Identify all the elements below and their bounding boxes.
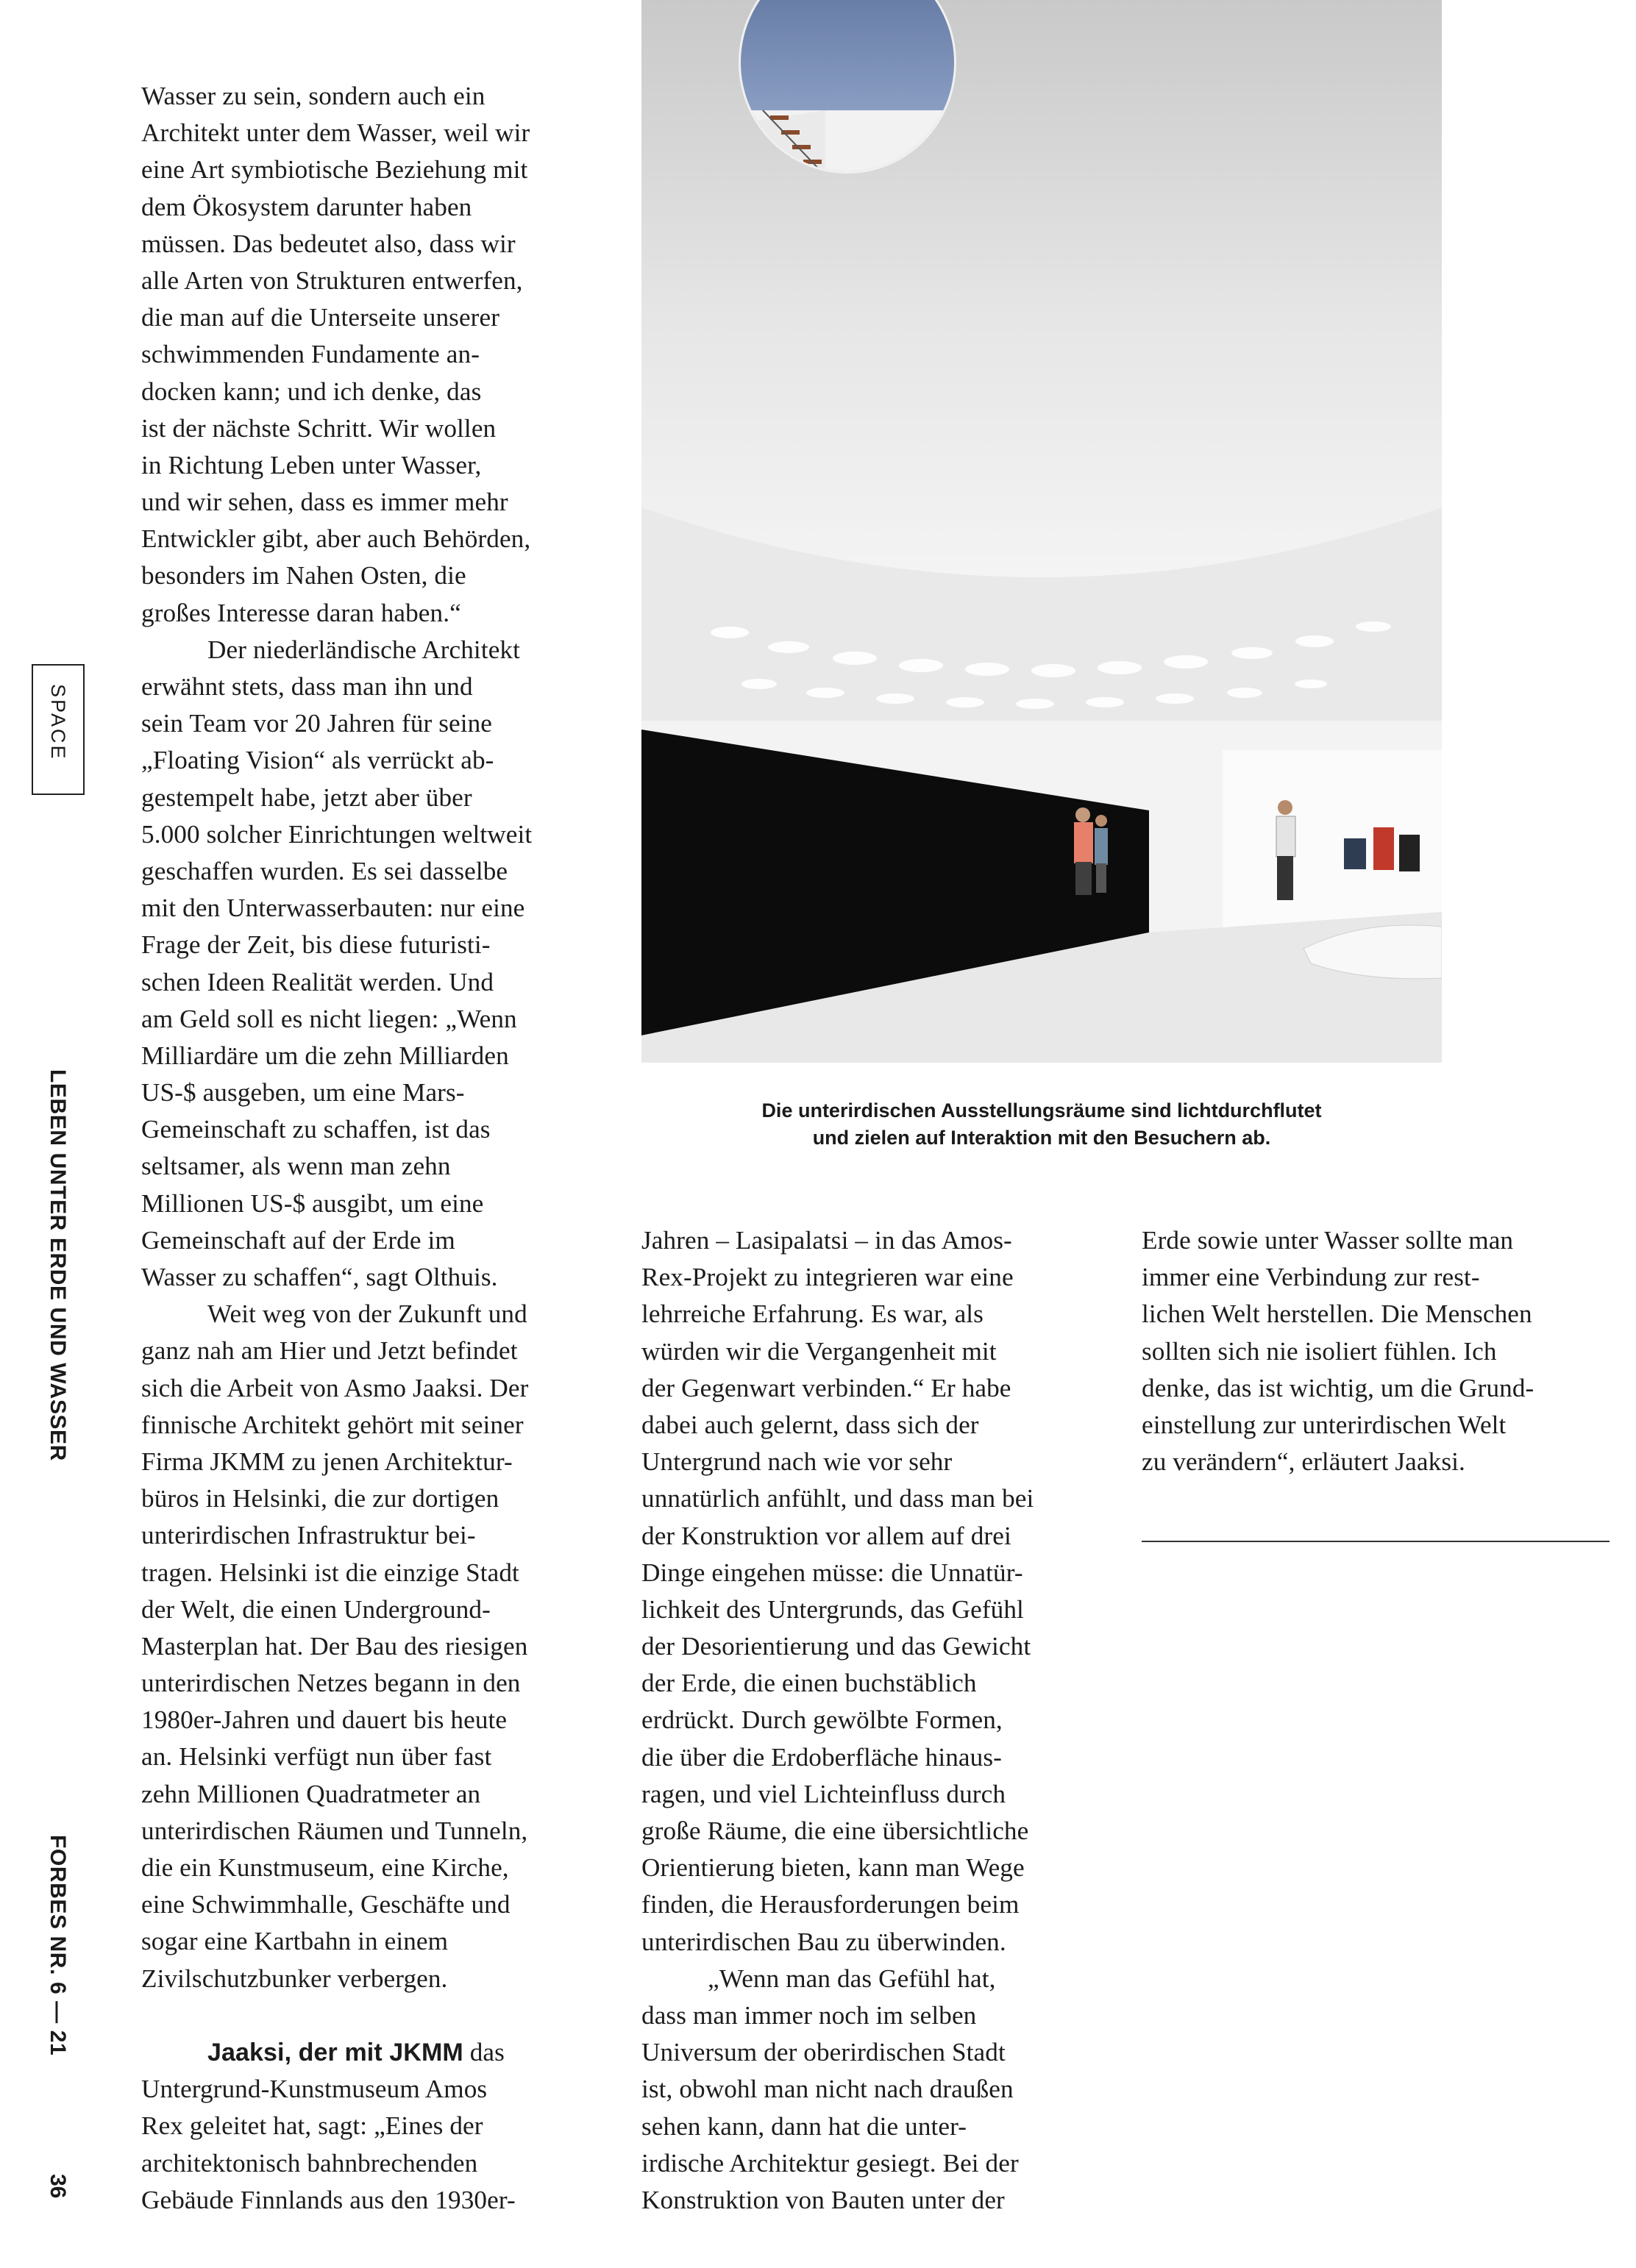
text-line: seltsamer, als wenn man zehn <box>141 1152 451 1181</box>
text-line: lehrreiche Erfahrung. Es war, als <box>641 1299 984 1329</box>
text-line: Erde sowie unter Wasser sollte man <box>1142 1226 1514 1255</box>
text-line: denke, das ist wichtig, um die Grund- <box>1142 1373 1534 1402</box>
text-line: Architekt unter dem Wasser, weil wir <box>141 118 530 148</box>
publication-issue: FORBES NR. 6 — 21 <box>46 1835 70 2056</box>
running-head: LEBEN UNTER ERDE UND WASSER <box>46 1069 70 1461</box>
text-line: Untergrund-Kunstmuseum Amos <box>141 2075 488 2104</box>
page-number: 36 <box>46 2174 70 2199</box>
text-line: Wasser zu schaffen“, sagt Olthuis. <box>141 1263 498 1291</box>
text-line: „Wenn man das Gefühl hat, <box>708 1964 996 1993</box>
text-line: schen Ideen Realität werden. Und <box>141 967 494 996</box>
text-line: der Erde, die einen buchstäblich <box>641 1669 977 1698</box>
article-column-3 <box>1142 1222 1534 1480</box>
text-line: ragen, und viel Lichteinfluss durch <box>641 1779 1006 1808</box>
text-line: tragen. Helsinki ist die einzige Stadt <box>141 1558 519 1587</box>
text-line: große Räume, die eine übersichtliche <box>641 1816 1029 1845</box>
lead-in-rest: das <box>463 2037 505 2066</box>
text-line: lichen Welt herstellen. Die Menschen <box>1142 1299 1532 1329</box>
photo-caption <box>641 1097 1442 1152</box>
text-line: 5.000 solcher Einrichtungen weltweit <box>141 819 533 849</box>
text-line: unnatürlich anfühlt, und dass man bei <box>641 1484 1034 1513</box>
lead-in-bold: Jaaksi, der mit JKMM <box>207 2038 463 2066</box>
text-line: immer eine Verbindung zur rest- <box>1142 1263 1480 1292</box>
text-line: Orientierung bieten, kann man Wege <box>641 1853 1025 1883</box>
text-line: Zivilschutzbunker verbergen. <box>141 1964 448 1993</box>
text-line: an. Helsinki verfügt nun über fast <box>141 1742 492 1772</box>
text-line: geschaffen wurden. Es sei dasselbe <box>141 856 508 885</box>
text-line: dabei auch gelernt, dass sich der <box>641 1410 979 1439</box>
text-line: erdrückt. Durch gewölbte Formen, <box>641 1705 1003 1735</box>
text-line: Jahren – Lasipalatsi – in das Amos- <box>641 1226 1012 1255</box>
text-line: „Floating Vision“ als verrückt ab- <box>141 746 494 775</box>
section-label: SPACE <box>47 684 69 761</box>
text-line: würden wir die Vergangenheit mit <box>641 1336 997 1366</box>
text-line: die über die Erdoberfläche hinaus- <box>641 1742 1002 1772</box>
museum-interior-image <box>641 0 1442 1063</box>
text-line: großes Interesse daran haben.“ <box>141 598 461 627</box>
text-line: lichkeit des Untergrunds, das Gefühl <box>641 1594 1024 1624</box>
text-line: am Geld soll es nicht liegen: „Wenn <box>141 1004 517 1033</box>
text-line: dass man immer noch im selben <box>641 2000 977 2030</box>
text-line: unterirdischen Räumen und Tunneln, <box>141 1816 528 1845</box>
text-line: sehen kann, dann hat die unter- <box>641 2111 967 2141</box>
text-line: architektonisch bahnbrechenden <box>141 2148 478 2178</box>
text-line: Konstruktion von Bauten unter der <box>641 2185 1005 2214</box>
text-line: unterirdischen Netzes begann in den <box>141 1669 521 1698</box>
text-line: finden, die Herausforderungen beim <box>641 1890 1020 1919</box>
text-line: Entwickler gibt, aber auch Behörden, <box>141 524 531 554</box>
text-line: 1980er-Jahren und dauert bis heute <box>141 1705 508 1735</box>
text-line: gestempelt habe, jetzt aber über <box>141 782 472 812</box>
text-line: Gemeinschaft zu schaffen, ist das <box>141 1115 491 1144</box>
text-line: Masterplan hat. Der Bau des riesigen <box>141 1631 528 1661</box>
text-line: sollten sich nie isoliert fühlen. Ich <box>1142 1336 1497 1366</box>
text-line: die ein Kunstmuseum, eine Kirche, <box>141 1853 509 1882</box>
text-line: Millionen US-$ ausgibt, um eine <box>141 1188 484 1218</box>
text-line: Untergrund nach wie vor sehr <box>641 1447 953 1477</box>
text-line: büros in Helsinki, die zur dortigen <box>141 1484 499 1513</box>
museum-photo <box>641 0 1442 1063</box>
text-line: sogar eine Kartbahn in einem <box>141 1927 449 1956</box>
lead-in-line <box>141 2034 532 2071</box>
text-line: dem Ökosystem darunter haben <box>141 192 472 221</box>
text-line: US-$ ausgeben, um eine Mars- <box>141 1078 465 1108</box>
text-line: docken kann; und ich denke, das <box>141 377 482 406</box>
article-column-2 <box>641 1222 1034 2219</box>
text-line: alle Arten von Strukturen entwerfen, <box>141 265 523 295</box>
article-end-rule <box>1142 1541 1610 1542</box>
text-line: besonders im Nahen Osten, die <box>141 561 466 591</box>
text-line: sein Team vor 20 Jahren für seine <box>141 709 493 738</box>
text-line: unterirdischen Infrastruktur bei- <box>141 1521 476 1550</box>
paragraph-gap <box>141 1997 532 2034</box>
caption-line: Die unterirdischen Ausstellungsräume sind lichtdurchflutet <box>761 1099 1322 1121</box>
text-line: der Desorientierung und das Gewicht <box>641 1632 1031 1661</box>
text-line: Gebäude Finnlands aus den 1930er- <box>141 2185 516 2214</box>
text-line: mit den Unterwasserbauten: nur eine <box>141 894 525 923</box>
text-line: unterirdischen Bau zu überwinden. <box>641 1927 1006 1956</box>
text-line: ganz nah am Hier und Jetzt befindet <box>141 1336 518 1366</box>
article-column-1 <box>141 78 532 2219</box>
text-line: finnische Architekt gehört mit seiner <box>141 1410 524 1439</box>
text-line: einstellung zur unterirdischen Welt <box>1142 1410 1507 1439</box>
text-line: zehn Millionen Quadratmeter an <box>141 1779 481 1808</box>
text-line: Frage der Zeit, bis diese futuristi- <box>141 930 491 960</box>
text-line: Firma JKMM zu jenen Architektur- <box>141 1447 513 1476</box>
text-line: Milliardäre um die zehn Milliarden <box>141 1041 509 1070</box>
text-line: Dinge eingehen müsse: die Unnatür- <box>641 1558 1023 1587</box>
text-line: eine Art symbiotische Beziehung mit <box>141 155 528 185</box>
text-line: die man auf die Unterseite unserer <box>141 303 500 332</box>
caption-line: und zielen auf Interaktion mit den Besuchern ab. <box>812 1127 1271 1149</box>
text-line: zu verändern“, erläutert Jaaksi. <box>1142 1447 1465 1477</box>
text-line: Weit weg von der Zukunft und <box>207 1299 527 1329</box>
text-line: Rex geleitet hat, sagt: „Eines der <box>141 2111 483 2141</box>
text-line: Der niederländische Architekt <box>207 635 520 664</box>
text-line: und wir sehen, dass es immer mehr <box>141 488 508 517</box>
text-line: der Konstruktion vor allem auf drei <box>641 1521 1011 1550</box>
text-line: müssen. Das bedeutet also, dass wir <box>141 229 516 258</box>
text-line: Rex-Projekt zu integrieren war eine <box>641 1263 1014 1292</box>
text-line: Gemeinschaft auf der Erde im <box>141 1225 455 1255</box>
text-line: ist, obwohl man nicht nach draußen <box>641 2075 1014 2104</box>
text-line: ist der nächste Schritt. Wir wollen <box>141 413 497 443</box>
text-line: der Welt, die einen Underground- <box>141 1594 491 1624</box>
text-line: irdische Architektur gesiegt. Bei der <box>641 2148 1019 2178</box>
text-line: der Gegenwart verbinden.“ Er habe <box>641 1373 1011 1402</box>
text-line: sich die Arbeit von Asmo Jaaksi. Der <box>141 1373 529 1402</box>
text-line: erwähnt stets, dass man ihn und <box>141 672 473 701</box>
text-line: Wasser zu sein, sondern auch ein <box>141 82 486 110</box>
text-line: schwimmenden Fundamente an- <box>141 340 480 369</box>
text-line: eine Schwimmhalle, Geschäfte und <box>141 1890 511 1919</box>
text-line: in Richtung Leben unter Wasser, <box>141 450 482 479</box>
text-line: Universum der oberirdischen Stadt <box>641 2038 1006 2067</box>
